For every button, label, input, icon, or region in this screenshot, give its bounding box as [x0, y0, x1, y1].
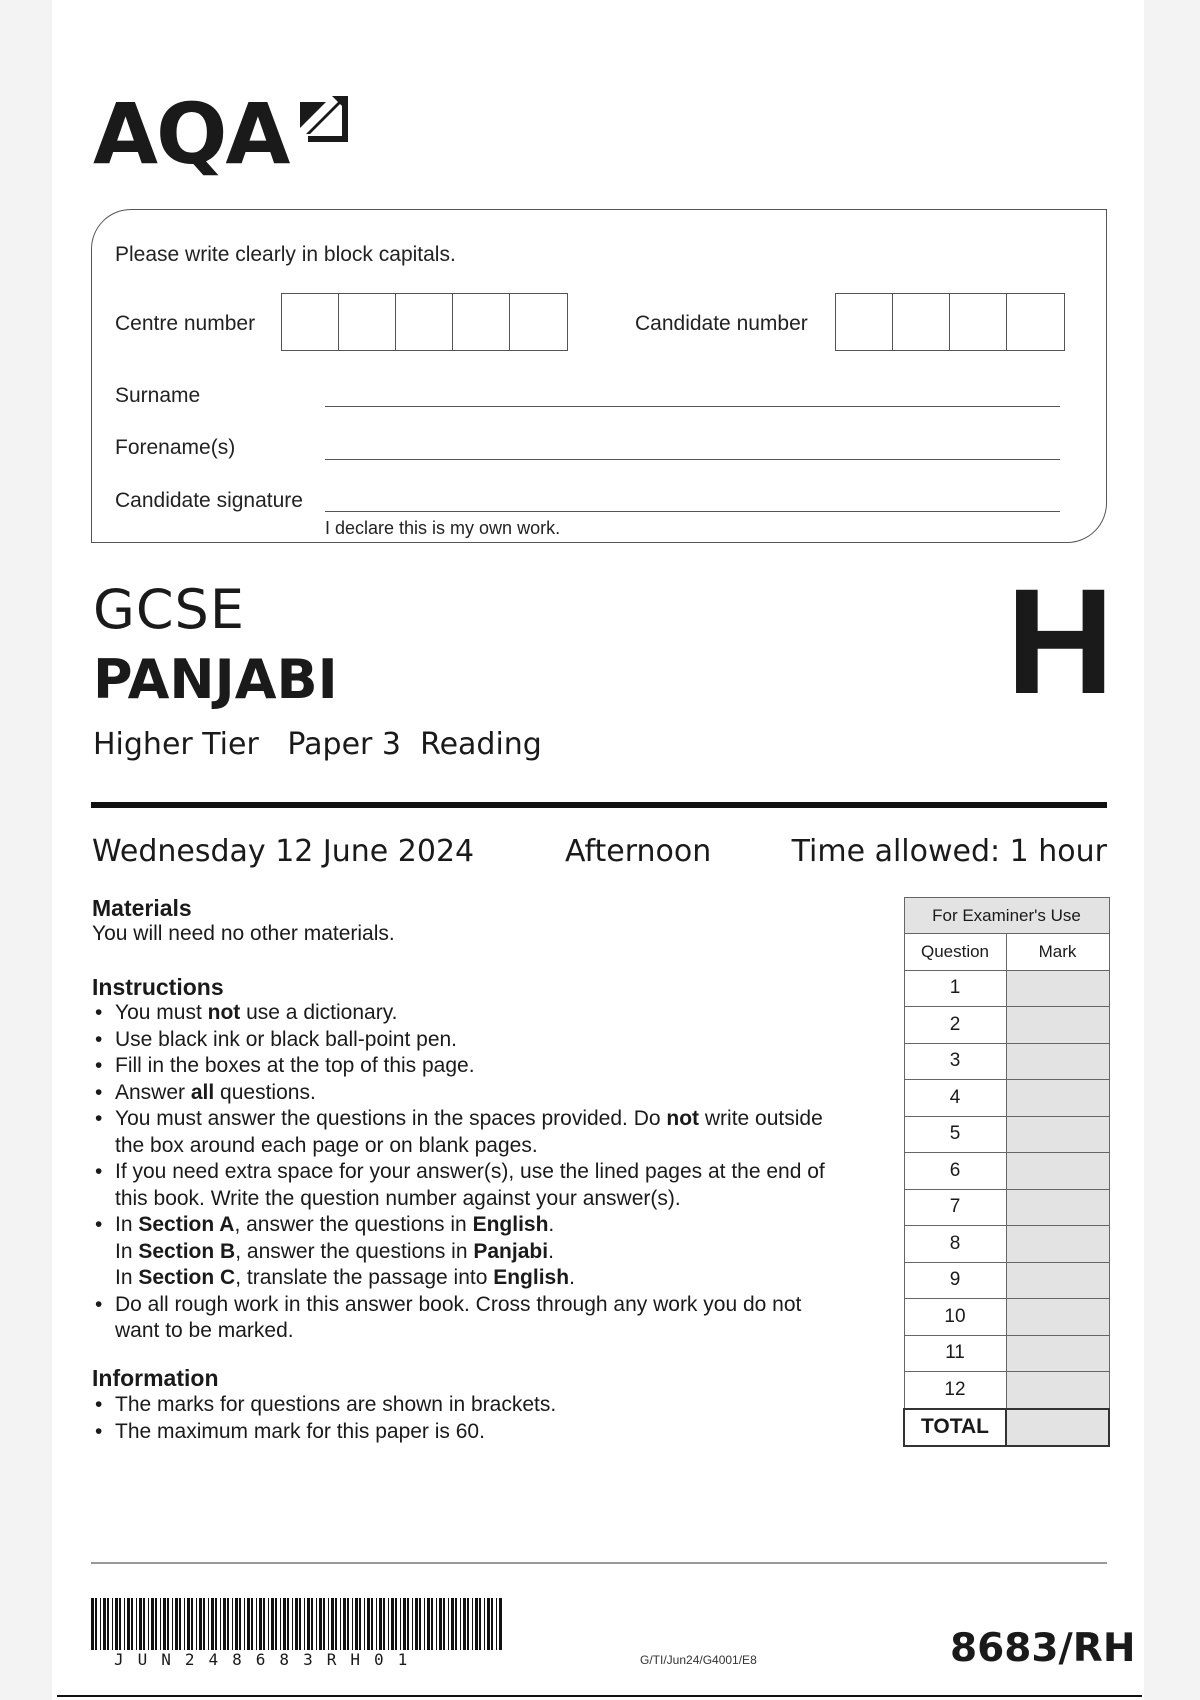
- barcode-bar: [191, 1598, 193, 1650]
- barcode-bar: [379, 1598, 382, 1650]
- list-item: • The marks for questions are shown in brackets.: [92, 1392, 892, 1419]
- barcode-bar: [443, 1598, 445, 1650]
- aqa-logo-mark-icon: [296, 92, 352, 148]
- barcode-bar: [100, 1598, 101, 1650]
- mark-cell: [1006, 1007, 1109, 1044]
- barcode-bar: [496, 1598, 497, 1650]
- list-item: • If you need extra space for your answer(s), use the lined pages at the end of this book. Write the question number against your answer(s).: [92, 1159, 892, 1212]
- mark-cell: [1006, 1299, 1109, 1336]
- forename-label: Forename(s): [115, 436, 236, 459]
- barcode-bar: [151, 1598, 154, 1650]
- barcode-bar: [172, 1598, 173, 1650]
- barcode-bar: [208, 1598, 209, 1650]
- barcode-bar: [136, 1598, 137, 1650]
- centre-number-digit[interactable]: [282, 294, 339, 350]
- mark-cell: [1006, 1226, 1109, 1263]
- footer-divider: [91, 1562, 1107, 1564]
- barcode-bar: [376, 1598, 377, 1650]
- barcode-bar: [268, 1598, 269, 1650]
- mark-cell: [1006, 1043, 1109, 1080]
- barcode: [91, 1598, 503, 1650]
- table-row: 11: [904, 1335, 1109, 1372]
- barcode-bar: [119, 1598, 121, 1650]
- declaration-text: I declare this is my own work.: [325, 518, 561, 538]
- barcode-bar: [311, 1598, 313, 1650]
- barcode-bar: [196, 1598, 197, 1650]
- barcode-bar: [167, 1598, 169, 1650]
- table-row: 7: [904, 1189, 1109, 1226]
- list-item: • Fill in the boxes at the top of this page.: [92, 1053, 892, 1080]
- table-row: 8: [904, 1226, 1109, 1263]
- barcode-bar: [472, 1598, 473, 1650]
- barcode-bar: [103, 1598, 106, 1650]
- barcode-bar: [275, 1598, 277, 1650]
- barcode-bar: [155, 1598, 157, 1650]
- table-row: 2: [904, 1007, 1109, 1044]
- barcode-bar: [215, 1598, 217, 1650]
- barcode-bar: [211, 1598, 214, 1650]
- barcode-bar: [475, 1598, 478, 1650]
- instructions-list: [92, 1000, 892, 1345]
- barcode-bar: [251, 1598, 253, 1650]
- barcode-bar: [232, 1598, 233, 1650]
- barcode-bar: [271, 1598, 274, 1650]
- barcode-bar: [415, 1598, 418, 1650]
- barcode-bar: [244, 1598, 245, 1650]
- mark-column-header: Mark: [1006, 934, 1109, 971]
- barcode-bar: [95, 1598, 97, 1650]
- barcode-bar: [295, 1598, 298, 1650]
- mark-cell: [1006, 1262, 1109, 1299]
- barcode-bar: [455, 1598, 457, 1650]
- barcode-bar: [131, 1598, 133, 1650]
- barcode-bar: [484, 1598, 485, 1650]
- barcode-bar: [395, 1598, 397, 1650]
- centre-number-digit[interactable]: [339, 294, 396, 350]
- subject-title: PANJABI: [93, 648, 338, 711]
- barcode-bar: [187, 1598, 190, 1650]
- barcode-bar: [292, 1598, 293, 1650]
- barcode-bar: [352, 1598, 353, 1650]
- barcode-bar: [127, 1598, 130, 1650]
- barcode-bar: [239, 1598, 241, 1650]
- list-item: • Do all rough work in this answer book. Cross through any work you do not want to be marked.: [92, 1292, 892, 1345]
- total-label: TOTAL: [904, 1409, 1006, 1447]
- barcode-bar: [247, 1598, 250, 1650]
- barcode-bar: [403, 1598, 406, 1650]
- list-item: • You must not use a dictionary.: [92, 1000, 892, 1027]
- block-capitals-instruction: Please write clearly in block capitals.: [115, 243, 456, 266]
- barcode-bar: [139, 1598, 142, 1650]
- centre-number-digit[interactable]: [396, 294, 453, 350]
- question-column-header: Question: [904, 934, 1006, 971]
- barcode-bar: [355, 1598, 358, 1650]
- total-mark-cell: [1006, 1409, 1109, 1447]
- mark-cell: [1006, 1189, 1109, 1226]
- signature-label: Candidate signature: [115, 489, 303, 512]
- information-heading: Information: [92, 1365, 219, 1391]
- barcode-bar: [179, 1598, 181, 1650]
- barcode-bar: [487, 1598, 490, 1650]
- barcode-bar: [227, 1598, 229, 1650]
- barcode-bar: [304, 1598, 305, 1650]
- candidate-number-digit[interactable]: [893, 294, 950, 350]
- barcode-bar: [448, 1598, 449, 1650]
- barcode-bar: [460, 1598, 461, 1650]
- barcode-bar: [439, 1598, 442, 1650]
- table-row: 12: [904, 1372, 1109, 1409]
- barcode-bar: [419, 1598, 421, 1650]
- barcode-bar: [364, 1598, 365, 1650]
- barcode-bar: [112, 1598, 113, 1650]
- barcode-bar: [148, 1598, 149, 1650]
- barcode-bar: [287, 1598, 289, 1650]
- table-row: 6: [904, 1153, 1109, 1190]
- list-item: • You must answer the questions in the spaces provided. Do not write outside the box around each page or on blank pages.: [92, 1106, 892, 1159]
- barcode-bar: [412, 1598, 413, 1650]
- barcode-bar: [436, 1598, 437, 1650]
- list-item: • The maximum mark for this paper is 60.: [92, 1419, 892, 1446]
- barcode-bar: [491, 1598, 493, 1650]
- mark-cell: [1006, 970, 1109, 1007]
- mark-cell: [1006, 1153, 1109, 1190]
- barcode-bar: [107, 1598, 109, 1650]
- table-row: 1: [904, 970, 1109, 1007]
- barcode-bar: [199, 1598, 202, 1650]
- candidate-number-digit[interactable]: [1007, 294, 1064, 350]
- information-list: [92, 1392, 892, 1445]
- barcode-bar: [220, 1598, 221, 1650]
- table-row: [904, 1409, 1109, 1447]
- examiner-table-heading: For Examiner's Use: [904, 898, 1109, 934]
- qualification-title: GCSE: [93, 578, 245, 641]
- barcode-bar: [347, 1598, 349, 1650]
- table-row: 5: [904, 1116, 1109, 1153]
- table-row: 10: [904, 1299, 1109, 1336]
- list-item: • Use black ink or black ball-point pen.: [92, 1027, 892, 1054]
- reference-code: G/TI/Jun24/G4001/E8: [640, 1653, 757, 1667]
- tier-letter: H: [1006, 557, 1115, 725]
- exam-date: Wednesday 12 June 2024: [92, 834, 475, 869]
- barcode-bar: [424, 1598, 425, 1650]
- barcode-bar: [203, 1598, 205, 1650]
- barcode-bar: [407, 1598, 409, 1650]
- barcode-bar: [431, 1598, 433, 1650]
- time-allowed: Time allowed: 1 hour: [791, 834, 1107, 869]
- barcode-bar: [391, 1598, 394, 1650]
- mark-cell: [1006, 1080, 1109, 1117]
- surname-field[interactable]: [325, 406, 1060, 407]
- barcode-bar: [259, 1598, 262, 1650]
- barcode-bar: [299, 1598, 301, 1650]
- barcode-text: JUN248683RH01: [114, 1650, 422, 1669]
- mark-cell: [1006, 1335, 1109, 1372]
- barcode-bar: [163, 1598, 166, 1650]
- paper-text: Paper 3 Reading: [287, 727, 542, 762]
- mark-cell: [1006, 1372, 1109, 1409]
- barcode-bar: [280, 1598, 281, 1650]
- table-row: 4: [904, 1080, 1109, 1117]
- candidate-number-digit[interactable]: [836, 294, 893, 350]
- candidate-number-boxes[interactable]: [835, 293, 1065, 351]
- barcode-bar: [343, 1598, 346, 1650]
- barcode-bar: [316, 1598, 317, 1650]
- list-item: • In Section A, answer the questions in English. In Section B, answer the questions in Panjabi. In Section C, translate the passage into English.: [92, 1212, 892, 1292]
- barcode-bar: [335, 1598, 337, 1650]
- barcode-bar: [359, 1598, 361, 1650]
- barcode-bar: [323, 1598, 325, 1650]
- barcode-bar: [235, 1598, 238, 1650]
- barcode-bar: [319, 1598, 322, 1650]
- barcode-bar: [427, 1598, 430, 1650]
- tier-paper-line: [93, 727, 542, 762]
- candidate-number-label: Candidate number: [635, 312, 808, 335]
- table-row: 3: [904, 1043, 1109, 1080]
- aqa-logo: AQA: [93, 85, 289, 183]
- signature-field[interactable]: [325, 511, 1060, 512]
- list-item: • Answer all questions.: [92, 1080, 892, 1107]
- barcode-bar: [115, 1598, 118, 1650]
- barcode-bar: [388, 1598, 389, 1650]
- table-row: 9: [904, 1262, 1109, 1299]
- barcode-bar: [263, 1598, 265, 1650]
- barcode-bar: [340, 1598, 341, 1650]
- barcode-bar: [383, 1598, 385, 1650]
- barcode-bar: [160, 1598, 161, 1650]
- examiner-use-table: [903, 897, 1110, 1447]
- barcode-bar: [223, 1598, 226, 1650]
- candidate-number-digit[interactable]: [950, 294, 1007, 350]
- barcode-bar: [124, 1598, 125, 1650]
- barcode-bar: [91, 1598, 94, 1650]
- surname-label: Surname: [115, 384, 201, 407]
- mark-cell: [1006, 1116, 1109, 1153]
- forename-field[interactable]: [325, 459, 1060, 460]
- instructions-heading: Instructions: [92, 974, 224, 1000]
- barcode-bar: [143, 1598, 145, 1650]
- barcode-bar: [499, 1598, 502, 1650]
- centre-number-boxes[interactable]: [281, 293, 568, 351]
- divider-thick: [91, 802, 1107, 808]
- barcode-bar: [400, 1598, 401, 1650]
- barcode-bar: [451, 1598, 454, 1650]
- barcode-bar: [467, 1598, 469, 1650]
- barcode-bar: [331, 1598, 334, 1650]
- barcode-bar: [256, 1598, 257, 1650]
- centre-number-digit[interactable]: [510, 294, 567, 350]
- paper-code: 8683/RH: [950, 1626, 1136, 1671]
- barcode-bar: [307, 1598, 310, 1650]
- centre-number-digit[interactable]: [453, 294, 510, 350]
- barcode-bar: [283, 1598, 286, 1650]
- barcode-bar: [479, 1598, 481, 1650]
- barcode-bar: [371, 1598, 373, 1650]
- bottom-border: [57, 1695, 1142, 1697]
- tier-text: Higher Tier: [93, 727, 259, 762]
- barcode-bar: [463, 1598, 466, 1650]
- materials-text: You will need no other materials.: [92, 922, 395, 945]
- barcode-bar: [367, 1598, 370, 1650]
- centre-number-label: Centre number: [115, 312, 256, 335]
- materials-heading: Materials: [92, 895, 192, 921]
- barcode-bar: [175, 1598, 178, 1650]
- exam-session: Afternoon: [565, 834, 712, 869]
- barcode-bar: [184, 1598, 185, 1650]
- barcode-bar: [328, 1598, 329, 1650]
